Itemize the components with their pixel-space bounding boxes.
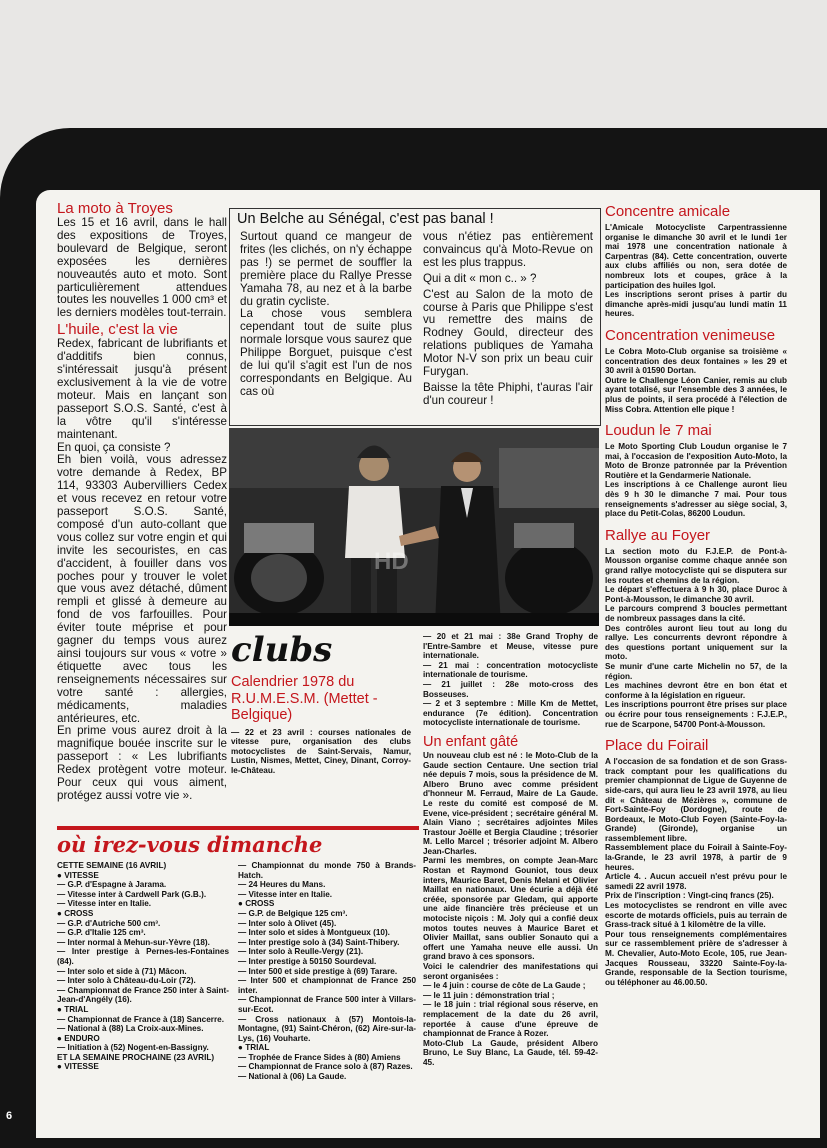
dimanche-section	[57, 832, 419, 1102]
calendar-text: — 22 et 23 avril : courses nationales de vitesse pure, organisation des clubs motocyclistes de Saint-Servais, Namur, Lustin, Nismes, Mettet, Ciney, Dinant, Corroy-le-Château.	[231, 727, 411, 775]
belche-text-right	[423, 231, 593, 408]
belche-para-a: Surtout quand ce mangeur de frites (les clichés, on n'y échappe pas !) se permet de souffler la première place du Rallye Presse Yamaha 78, au nez et à la barbe du gratin cycliste.	[240, 230, 412, 308]
photo-award-handshake	[229, 428, 599, 626]
text-concentre-amicale: L'Amicale Motocycliste Carpentrassienne organise le dimanche 30 avril et le lundi 1er mai 1978 une concentration nationale à Carpentras (84). Cette concentration, ouverte aux clubs affiliés ou non, sera dotée de nombreux lots et coupes, grâce à la participation des huiles Igol. Les inscriptions seront prises à partir du dimanche après-midi jusqu'au lundi matin 11 heures.	[605, 223, 787, 319]
heading-concentration-venimeuse: Concentration venimeuse	[605, 326, 776, 344]
red-divider-dimanche	[57, 826, 419, 830]
belche-para-e: C'est au Salon de la moto de course à Paris que Philippe s'est vu remettre des mains de Rodney Gould, directeur des relations publiques de Yamaha Motor N-V son prix un beau cuir Furygan.	[423, 287, 593, 379]
dimanche-list-2: — Championnat du monde 750 à Brands-Hatch. — 24 Heures du Mans. — Vitesse inter en Italie. ● CROSS — G.P. de Belgique 125 cm³. — Inter solo à Olivet (45). — Inter solo et sides à Montgueux (10). — Inter prestige solo à (34) Saint-Thibery. — Inter solo à Reulle-Vergy (21). — Inter prestige à 50150 Sourdeval. — Inter 500 et side prestige à (69) Tarare. — Inter 500 et championnat de France 250 inter. — Championnat de France 500 inter à Villars-sur-Ecot. — Cross nationaux à (57) Montois-la-Montagne, (91) Saint-Chéron, (62) Aire-sur-la-Lys, (16) Vouharte. ● TRIAL — Trophée de France Sides à (80) Amiens — Championnat de France solo à (87) Razes. — National à (06) La Gaude.	[238, 861, 416, 1082]
text-place-foirail: A l'occasion de sa fondation et de son Grass-track comptant pour les qualifications du premier championnat de Ligue de Guyenne de side-cars, qui aura lieu le 23 avril 1978, au lieu dit « Château de Mézières », commune de Fort-Sainte-Foy (Dordogne), route de Bordeaux, le Moto-Club Foyen (Sainte-Foy-la-Grande) (Gironde), organise un rassemblement libre. Rassemblement place du Foirail à Sainte-Foy-la-Grande, le 23 avril 1978, à partir de 9 heures. Article 4. . Aucun accueil n'est prévu pour le samedi 22 avril 1978. Prix de l'inscription : Vingt-cinq francs (25). Les motocyclistes se rendront en ville avec escorte de motards officiels, puis au terrain de Grass-track situé à 1 kilomètre de la ville. Pour tous renseignements complémentaires sur ce rassemblement prière de s'adresser à M. Chevalier, Auto-Moto Ecole, 105, rue Jean-Jacques Rousseau, 33220 Sainte-Foy-la-Grande, responsable de la Section tourisme, ou téléphoner au 46.00.50.	[605, 757, 787, 987]
text-loudun: Le Moto Sporting Club Loudun organise le 7 mai, à l'occasion de l'exposition Auto-Moto, la Moto de Bronze patronnée par la Prévention Routière et la Gendarmerie Nationale. Les inscriptions à ce Challenge auront lieu dès 9 h 30 le dimanche 7 mai. Pour tous renseignements s'adresser au siège social, 3, place du Petit-Colas, 86200 Loudun.	[605, 442, 787, 519]
photo-watermark: HD	[374, 548, 409, 575]
belche-text-left	[240, 231, 412, 399]
text-enfant-gate: Un nouveau club est né : le Moto-Club de la Gaude section Centaure. Une section trial née depuis 7 mois, sous la présidence de M. Albero Bruno avec comme président d'honneur M. Ferraud, Maire de La Gaude. Le reste du comité est composé de M. Evene, vice-président ; secrétaire général M. Alain Viano ; secrétaires adjointes Miles Trastour Joëlle et Bergia Claudine ; trésorier M. Lello Marcel ; trésorier adjoint M. Albero Jean-Charles. Parmi les membres, on compte Jean-Marc Rostan et Raymond Gouniot, tous deux inters, Maurice Baret, Denis Melani et Olivier Maillat en nationaux. Une écurie a déjà été créée, sponsorée par Gledam, qui apporte une aide financière très précieuse et un motociste niçois : M. Joly qui a confié deux motos toutes neuves à Maurice Baret et Olivier Maillat, sans oublier Sonauto qui a offert une Yamaha neuve elle aussi. Un grand bravo à ces sponsors. Voici le calendrier des manifestations qui seront organisées : — le 4 juin : course de côte de La Gaude ; — le 11 juin : démonstration trial ; — le 18 juin : trial régional sous réserve, en remplacement de la date du 26 avril, reportée à cause d'une épreuve de championnat de France à Rozer. Moto-Club La Gaude, président Albero Bruno, Le Suy Blanc, La Gaude, tél. 59-42-45.	[423, 750, 598, 1067]
photo-illustration	[229, 428, 599, 626]
heading-moto-troyes: La moto à Troyes	[57, 200, 173, 217]
article-belche	[229, 208, 601, 426]
text-huile-3: Eh bien voilà, vous adressez votre demande à Redex, BP 114, 93303 Aubervilliers Cedex et vous recevez en retour votre passeport S.O.S. Santé, composé d'un auto-collant que vous collez sur votre engin et qui invite les secouristes, en cas d'accident, à fouiller dans vos poches pour y trouver le volet que vous avez détaché, dûment rempli et glissé à demeure au fond de vos farfouilles. Pour éviter toute méprise et pour gagner du temps vous aurez ainsi toujours sur vous « votre » étiquette avec tous les renseignements nécessaires sur votre santé : allergies, médicaments, maladies antérieures, etc.	[57, 453, 227, 725]
clubs-right	[423, 632, 598, 1067]
dimanche-title: où irez-vous dimanche	[57, 832, 323, 857]
clubs-left	[231, 632, 411, 812]
calendar-title: Calendrier 1978 du R.U.M.E.S.M. (Mettet - Belgique)	[231, 674, 378, 723]
dimanche-col2	[238, 861, 416, 1082]
text-huile-4: En prime vous aurez droit à la magnifique bouée inscrite sur le passeport : « Les lubrifiants Redex protègent votre moteur. Pour ceux qui vous aiment, protégez aussi votre vie ».	[57, 724, 227, 802]
calendar-text-continued: — 20 et 21 mai : 38e Grand Trophy de l'Entre-Sambre et Meuse, vitesse pure internationale. — 21 mai : concentration motocycliste internationale de tourisme. — 21 juillet : 28e moto-cross des Bosseuses. — 2 et 3 septembre : Mille Km de Mettet, endurance (7e édition). Concentration motocycliste internationale de tourisme.	[423, 632, 598, 728]
text-huile-2: En quoi, ça consiste ?	[57, 440, 171, 454]
text-rallye-foyer: La section moto du F.J.E.P. de Pont-à-Mousson organise comme chaque année son grand rallye motocycliste qui se disputera sur les routes et chemins de la région. Le départ s'effectuera à 9 h 30, place Duroc à Pont-à-Mousson, le dimanche 30 avril. Le parcours comprend 3 boucles permettant de nombreux passages dans la cité. Des contrôles auront lieu tout au long du rallye. Les concurrents devront répondre à des questions portant uniquement sur la moto. Se munir d'une carte Michelin no 57, de la région. Les machines devront être en bon état et conforme à la législation en rigueur. Les inscriptions pourront être prises sur place ou écrire pour tous renseignements : F.J.E.P., rue de Scarpone, 54700 Pont-à-Mousson.	[605, 546, 787, 729]
dimanche-col1	[57, 861, 229, 1072]
column-left	[57, 200, 227, 820]
text-concentration-venimeuse: Le Cobra Moto-Club organise sa troisième « concentration des deux fontaines » les 29 et 30 avril à 01590 Dortan. Outre le Challenge Léon Canier, remis au club ayant totalisé, sur l'ensemble des 3 années, le plus de points, il sera procédé à l'élection de Miss Cobra. Attention elle pique !	[605, 346, 787, 414]
column-right	[605, 203, 787, 1108]
heading-place-foirail: Place du Foirail	[605, 737, 709, 755]
belche-para-d: Qui a dit « mon c.. » ?	[423, 271, 537, 285]
clubs-title: clubs	[231, 630, 333, 670]
text-moto-troyes: Les 15 et 16 avril, dans le hall des expositions de Troyes, boulevard de Belgique, seront exposées les dernières nouveautés auto et moto. Sont particulièrement attendues toutes les nouvelles 1 000 cm³ et les derniers modèles tout-terrain.	[57, 216, 227, 320]
heading-belche: Un Belche au Sénégal, c'est pas banal !	[237, 211, 494, 227]
belche-para-c: vous n'étiez pas entièrement convaincus qu'à Moto-Revue on est les plus trappus.	[423, 230, 593, 269]
heading-loudun: Loudun le 7 mai	[605, 422, 712, 440]
belche-para-b: La chose vous semblera cependant tout de suite plus normale lorsque vous saurez que Philippe Borguet, puisque c'est de lui qu'il s'agit est l'un de nos correspondants en Belgique. Au cas où	[240, 307, 412, 398]
heading-enfant-gate: Un enfant gâté	[423, 733, 519, 750]
text-huile-1: Redex, fabricant de lubrifiants et d'additifs bien connus, s'intéressait jusqu'à présent exclusivement à la vie de votre moteur. Mais en lançant son passeport S.O.S. Santé, c'est à la vôtre qu'il s'intéresse maintenant.	[57, 337, 227, 441]
heading-huile: L'huile, c'est la vie	[57, 321, 178, 339]
heading-rallye-foyer: Rallye au Foyer	[605, 526, 711, 544]
dimanche-list-1: CETTE SEMAINE (16 AVRIL) ● VITESSE — G.P. d'Espagne à Jarama. — Vitesse inter à Cardwell Park (G.B.). — Vitesse inter en Italie. ● CROSS — G.P. d'Autriche 500 cm³. — G.P. d'Italie 125 cm³. — Inter normal à Mehun-sur-Yèvre (18). — Inter prestige à Pernes-les-Fontaines (84). — Inter solo et side à (71) Mâcon. — Inter solo à Château-du-Loir (72). — Championnat de France 250 inter à Saint-Jean-d'Angély (16). ● TRIAL — Championnat de France à (18) Sancerre. — National à (88) La Croix-aux-Mines. ● ENDURO — Initiation à (52) Nogent-en-Bassigny. ET LA SEMAINE PROCHAINE (23 AVRIL) ● VITESSE	[57, 861, 229, 1072]
belche-para-f: Baisse la tête Phiphi, t'auras l'air d'un coureur !	[423, 380, 593, 407]
page-number: 6	[6, 1110, 13, 1122]
heading-concentre-amicale: Concentre amicale	[605, 203, 731, 220]
